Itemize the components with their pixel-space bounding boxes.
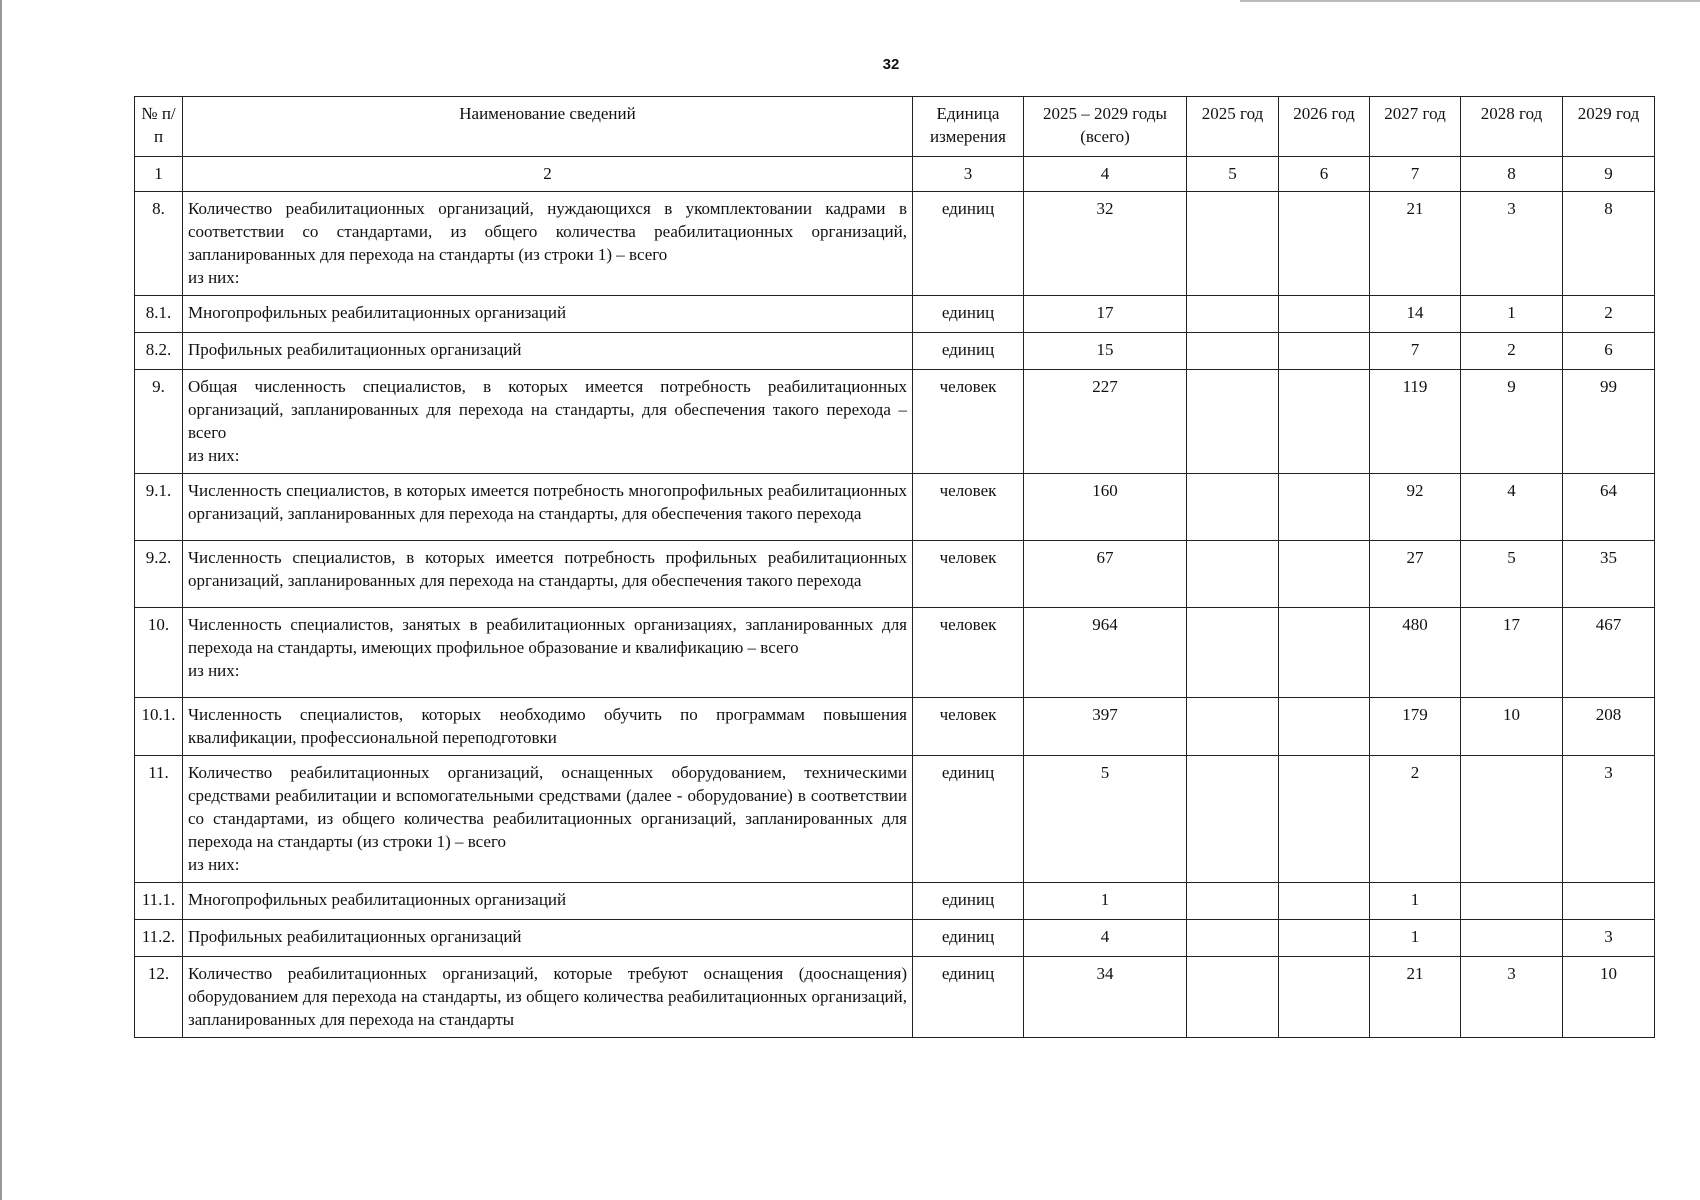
row-2026 <box>1279 957 1370 1038</box>
row-name <box>183 541 913 608</box>
row-total: 964 <box>1024 608 1187 698</box>
header-2028: 2028 год <box>1461 97 1563 157</box>
row-unit: единиц <box>913 296 1024 333</box>
table-row <box>135 333 1655 370</box>
row-number: 11.1. <box>135 883 183 920</box>
header-2027: 2027 год <box>1370 97 1461 157</box>
column-index: 8 <box>1461 157 1563 192</box>
row-2029: 6 <box>1563 333 1655 370</box>
row-total: 17 <box>1024 296 1187 333</box>
row-2025 <box>1187 296 1279 333</box>
table-row <box>135 756 1655 883</box>
table-body <box>135 192 1655 1038</box>
row-2025 <box>1187 957 1279 1038</box>
row-2027: 179 <box>1370 698 1461 756</box>
row-2027: 7 <box>1370 333 1461 370</box>
row-2029: 2 <box>1563 296 1655 333</box>
row-2026 <box>1279 370 1370 474</box>
row-number: 8.1. <box>135 296 183 333</box>
row-total: 15 <box>1024 333 1187 370</box>
scan-edge-top <box>1240 0 1700 2</box>
page-number: 32 <box>882 56 900 73</box>
row-name-text: Профильных реабилитационных организаций <box>188 927 522 946</box>
header-2029: 2029 год <box>1563 97 1655 157</box>
report-table <box>134 96 1655 1038</box>
column-index: 5 <box>1187 157 1279 192</box>
row-2028: 17 <box>1461 608 1563 698</box>
row-name <box>183 333 913 370</box>
row-total: 67 <box>1024 541 1187 608</box>
column-index: 3 <box>913 157 1024 192</box>
row-2028: 3 <box>1461 192 1563 296</box>
row-name <box>183 920 913 957</box>
row-2025 <box>1187 192 1279 296</box>
header-2025: 2025 год <box>1187 97 1279 157</box>
row-name <box>183 296 913 333</box>
column-index-row <box>135 157 1655 192</box>
row-unit: человек <box>913 474 1024 541</box>
row-name <box>183 698 913 756</box>
table-row <box>135 541 1655 608</box>
header-unit: Единица измерения <box>913 97 1024 157</box>
row-2025 <box>1187 883 1279 920</box>
column-index: 1 <box>135 157 183 192</box>
scan-edge-left <box>0 0 2 1200</box>
row-2028 <box>1461 883 1563 920</box>
row-name-text: Количество реабилитационных организаций, нуждающихся в укомплектовании кадрами в соответствии со стандартами, из общего количества реабилитационных организаций, запланированных для перехода на стандарты (из строки 1) – всего <box>188 199 907 264</box>
row-name-text: Численность специалистов, занятых в реабилитационных организациях, запланированных для перехода на стандарты, имеющих профильное образование и квалификацию – всего <box>188 615 907 657</box>
row-2029 <box>1563 883 1655 920</box>
table-row <box>135 474 1655 541</box>
row-2029: 99 <box>1563 370 1655 474</box>
row-name-text: Многопрофильных реабилитационных организаций <box>188 890 567 909</box>
row-2029: 64 <box>1563 474 1655 541</box>
row-2027: 21 <box>1370 957 1461 1038</box>
table-row <box>135 698 1655 756</box>
row-2025 <box>1187 474 1279 541</box>
row-total: 32 <box>1024 192 1187 296</box>
column-index: 9 <box>1563 157 1655 192</box>
row-unit: человек <box>913 370 1024 474</box>
row-total: 4 <box>1024 920 1187 957</box>
row-2026 <box>1279 608 1370 698</box>
row-name-text: Количество реабилитационных организаций, которые требуют оснащения (дооснащения) оборудованием для перехода на стандарты, из общего количества реабилитационных организаций, запланированных для перехода на стандарты <box>188 964 907 1029</box>
row-name <box>183 756 913 883</box>
row-number: 10. <box>135 608 183 698</box>
row-unit: человек <box>913 541 1024 608</box>
row-2029: 3 <box>1563 756 1655 883</box>
row-unit: человек <box>913 698 1024 756</box>
row-2028 <box>1461 756 1563 883</box>
row-number: 10.1. <box>135 698 183 756</box>
row-number: 8. <box>135 192 183 296</box>
table-row <box>135 192 1655 296</box>
column-index: 4 <box>1024 157 1187 192</box>
row-2025 <box>1187 698 1279 756</box>
header-num: № п/п <box>135 97 183 157</box>
row-number: 12. <box>135 957 183 1038</box>
row-2029: 467 <box>1563 608 1655 698</box>
row-2025 <box>1187 608 1279 698</box>
column-index: 2 <box>183 157 913 192</box>
row-2026 <box>1279 698 1370 756</box>
row-number: 11.2. <box>135 920 183 957</box>
row-2027: 14 <box>1370 296 1461 333</box>
row-unit: единиц <box>913 957 1024 1038</box>
row-2026 <box>1279 541 1370 608</box>
table-row <box>135 957 1655 1038</box>
row-unit: единиц <box>913 756 1024 883</box>
row-2026 <box>1279 920 1370 957</box>
header-total: 2025 – 2029 годы (всего) <box>1024 97 1187 157</box>
table-row <box>135 608 1655 698</box>
row-2025 <box>1187 370 1279 474</box>
row-2025 <box>1187 920 1279 957</box>
row-2028: 9 <box>1461 370 1563 474</box>
row-2027: 480 <box>1370 608 1461 698</box>
row-2029: 208 <box>1563 698 1655 756</box>
row-total: 227 <box>1024 370 1187 474</box>
row-2026 <box>1279 474 1370 541</box>
row-2027: 119 <box>1370 370 1461 474</box>
row-2029: 35 <box>1563 541 1655 608</box>
row-name-text: Численность специалистов, в которых имеется потребность профильных реабилитационных организаций, запланированных для перехода на стандарты, для обеспечения такого перехода <box>188 548 907 590</box>
table-row <box>135 296 1655 333</box>
header-name: Наименование сведений <box>183 97 913 157</box>
row-unit: единиц <box>913 333 1024 370</box>
row-unit: единиц <box>913 920 1024 957</box>
row-subheading: из них: <box>188 661 240 680</box>
row-2027: 92 <box>1370 474 1461 541</box>
row-2028: 2 <box>1461 333 1563 370</box>
row-name <box>183 608 913 698</box>
row-2028: 4 <box>1461 474 1563 541</box>
row-2026 <box>1279 296 1370 333</box>
row-name-text: Количество реабилитационных организаций, оснащенных оборудованием, техническими средствами реабилитации и вспомогательными средствами (далее - оборудование) в соответствии со стандартами, из общего количества реабилитационных организаций, запланированных для перехода на стандарты (из строки 1) – всего <box>188 763 907 851</box>
row-total: 397 <box>1024 698 1187 756</box>
row-2026 <box>1279 883 1370 920</box>
row-name <box>183 370 913 474</box>
row-name-text: Общая численность специалистов, в которых имеется потребность реабилитационных организаций, запланированных для перехода на стандарты, для обеспечения такого перехода – всего <box>188 377 907 442</box>
row-2028: 10 <box>1461 698 1563 756</box>
row-name-text: Профильных реабилитационных организаций <box>188 340 522 359</box>
row-2025 <box>1187 333 1279 370</box>
row-2029: 3 <box>1563 920 1655 957</box>
row-2026 <box>1279 192 1370 296</box>
header-row <box>135 97 1655 157</box>
row-subheading: из них: <box>188 268 240 287</box>
row-2025 <box>1187 541 1279 608</box>
row-total: 1 <box>1024 883 1187 920</box>
row-name <box>183 883 913 920</box>
row-2027: 1 <box>1370 920 1461 957</box>
row-2027: 21 <box>1370 192 1461 296</box>
row-number: 11. <box>135 756 183 883</box>
row-name-text: Многопрофильных реабилитационных организаций <box>188 303 567 322</box>
row-2029: 8 <box>1563 192 1655 296</box>
row-unit: единиц <box>913 192 1024 296</box>
row-2028: 1 <box>1461 296 1563 333</box>
header-2026: 2026 год <box>1279 97 1370 157</box>
row-subheading: из них: <box>188 446 240 465</box>
row-2027: 1 <box>1370 883 1461 920</box>
row-subheading: из них: <box>188 855 240 874</box>
row-total: 5 <box>1024 756 1187 883</box>
row-number: 8.2. <box>135 333 183 370</box>
row-name-text: Численность специалистов, которых необходимо обучить по программам повышения квалификации, профессиональной переподготовки <box>188 705 907 747</box>
row-name <box>183 957 913 1038</box>
row-2029: 10 <box>1563 957 1655 1038</box>
row-2028: 5 <box>1461 541 1563 608</box>
row-2027: 27 <box>1370 541 1461 608</box>
column-index: 7 <box>1370 157 1461 192</box>
row-2028 <box>1461 920 1563 957</box>
table-row <box>135 883 1655 920</box>
row-name <box>183 192 913 296</box>
row-total: 34 <box>1024 957 1187 1038</box>
table-row <box>135 370 1655 474</box>
row-2028: 3 <box>1461 957 1563 1038</box>
row-total: 160 <box>1024 474 1187 541</box>
table-row <box>135 920 1655 957</box>
row-number: 9.2. <box>135 541 183 608</box>
row-name <box>183 474 913 541</box>
row-unit: человек <box>913 608 1024 698</box>
row-2026 <box>1279 333 1370 370</box>
column-index: 6 <box>1279 157 1370 192</box>
row-name-text: Численность специалистов, в которых имеется потребность многопрофильных реабилитационных организаций, запланированных для перехода на стандарты, для обеспечения такого перехода <box>188 481 907 523</box>
row-number: 9. <box>135 370 183 474</box>
row-2026 <box>1279 756 1370 883</box>
row-2025 <box>1187 756 1279 883</box>
row-number: 9.1. <box>135 474 183 541</box>
row-2027: 2 <box>1370 756 1461 883</box>
row-unit: единиц <box>913 883 1024 920</box>
